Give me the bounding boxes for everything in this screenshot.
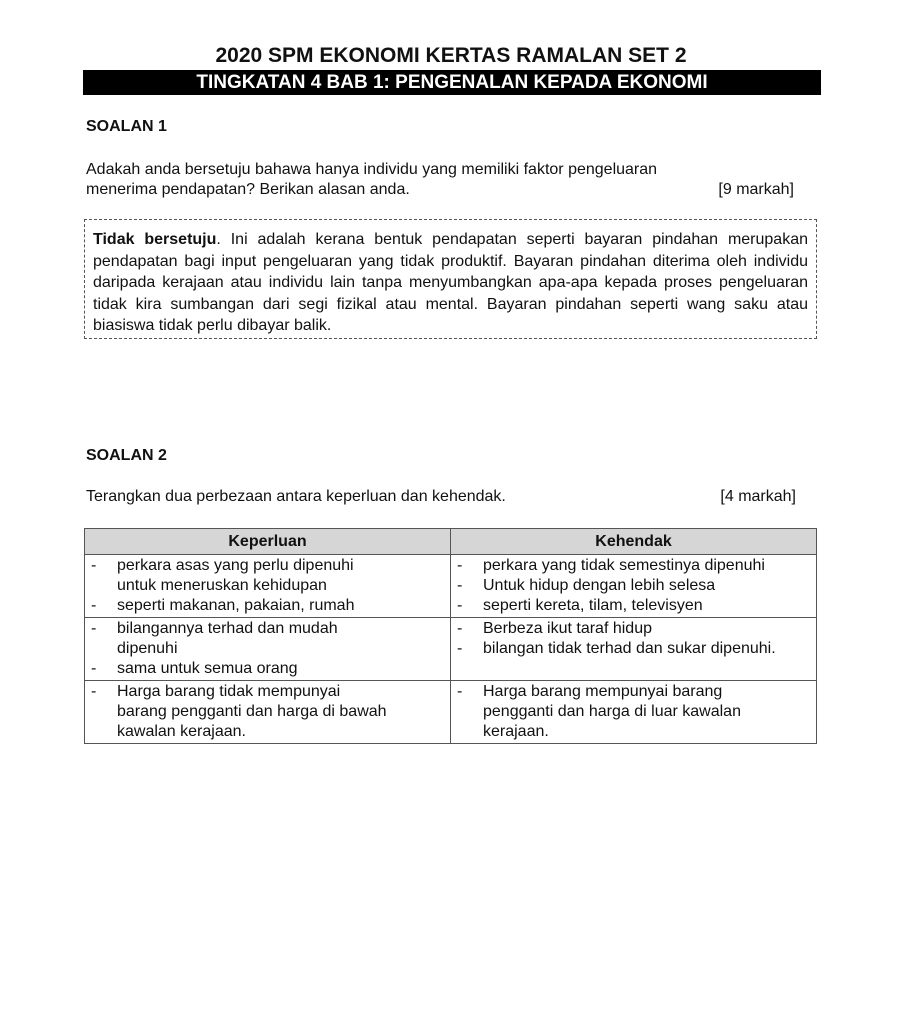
list-item xyxy=(91,596,446,616)
bullet-dash xyxy=(91,639,117,659)
table-row xyxy=(85,618,817,681)
soalan-1-question xyxy=(86,160,794,200)
answer-verdict: Tidak bersetuju xyxy=(93,231,217,248)
list-item xyxy=(91,659,446,679)
list-item-text: Harga barang tidak mempunyai xyxy=(117,683,341,700)
bullet-dash: - xyxy=(91,557,97,574)
bullet-dash xyxy=(457,702,483,722)
bullet-dash: - xyxy=(457,577,463,594)
bullet-dash: - xyxy=(91,620,97,637)
bullet-dash: - xyxy=(457,557,463,574)
list-item xyxy=(91,702,446,722)
cell-item-list xyxy=(457,619,812,659)
list-item xyxy=(457,702,812,722)
list-item-text: barang pengganti dan harga di bawah xyxy=(117,703,387,720)
kehendak-cell xyxy=(451,618,817,681)
soalan-1-question-line-1: Adakah anda bersetuju bahawa hanya individu yang memiliki faktor pengeluaran xyxy=(86,161,658,178)
list-item-text: untuk meneruskan kehidupan xyxy=(117,577,327,594)
list-item-text: kawalan kerajaan. xyxy=(117,723,246,740)
cell-item-list xyxy=(91,556,446,616)
list-item xyxy=(91,556,446,576)
list-item xyxy=(457,556,812,576)
keperluan-cell xyxy=(85,681,451,744)
keperluan-cell xyxy=(85,555,451,618)
list-item-text: seperti makanan, pakaian, rumah xyxy=(117,597,355,614)
cell-item-list xyxy=(91,682,446,742)
document-subtitle-banner: TINGKATAN 4 BAB 1: PENGENALAN KEPADA EKONOMI xyxy=(83,70,821,95)
bullet-dash xyxy=(91,576,117,596)
list-item-text: bilangannya terhad dan mudah xyxy=(117,620,338,637)
header-kehendak: Kehendak xyxy=(451,529,817,555)
soalan-1-answer-box xyxy=(84,219,817,339)
soalan-2-question xyxy=(86,487,796,507)
bullet-dash: - xyxy=(91,683,97,700)
list-item-text: sama untuk semua orang xyxy=(117,660,298,677)
list-item xyxy=(91,576,446,596)
list-item-text: Harga barang mempunyai barang xyxy=(483,683,723,700)
comparison-table xyxy=(84,528,817,744)
list-item xyxy=(457,682,812,702)
bullet-dash xyxy=(91,722,117,742)
bullet-dash: - xyxy=(457,640,463,657)
list-item-text: bilangan tidak terhad dan sukar dipenuhi. xyxy=(483,640,776,657)
bullet-dash: - xyxy=(91,597,97,614)
bullet-dash xyxy=(91,702,117,722)
header-keperluan: Keperluan xyxy=(85,529,451,555)
document-title: 2020 SPM EKONOMI KERTAS RAMALAN SET 2 xyxy=(215,44,687,67)
bullet-dash xyxy=(457,722,483,742)
list-item xyxy=(457,576,812,596)
list-item-text: pengganti dan harga di luar kawalan xyxy=(483,703,741,720)
list-item xyxy=(91,639,446,659)
list-item-text: dipenuhi xyxy=(117,640,178,657)
kehendak-cell xyxy=(451,555,817,618)
bullet-dash: - xyxy=(457,683,463,700)
list-item-text: perkara yang tidak semestinya dipenuhi xyxy=(483,557,765,574)
list-item xyxy=(457,639,812,659)
list-item xyxy=(457,619,812,639)
cell-item-list xyxy=(457,556,812,616)
soalan-2-marks: [4 markah] xyxy=(720,488,796,505)
table-row xyxy=(85,555,817,618)
list-item xyxy=(91,682,446,702)
soalan-2-question-text: Terangkan dua perbezaan antara keperluan dan kehendak. xyxy=(86,488,506,505)
table-body xyxy=(85,555,817,744)
soalan-1-heading: SOALAN 1 xyxy=(86,118,167,135)
soalan-1-marks: [9 markah] xyxy=(718,181,794,198)
table-row xyxy=(85,681,817,744)
list-item-text: kerajaan. xyxy=(483,723,549,740)
list-item-text: Berbeza ikut taraf hidup xyxy=(483,620,652,637)
table-header-row xyxy=(85,529,817,555)
list-item xyxy=(457,722,812,742)
keperluan-cell xyxy=(85,618,451,681)
bullet-dash: - xyxy=(457,597,463,614)
list-item xyxy=(457,596,812,616)
soalan-1-question-line-2: menerima pendapatan? Berikan alasan anda. xyxy=(86,181,410,198)
list-item-text: perkara asas yang perlu dipenuhi xyxy=(117,557,354,574)
cell-item-list xyxy=(91,619,446,679)
bullet-dash: - xyxy=(91,660,97,677)
list-item xyxy=(91,619,446,639)
bullet-dash: - xyxy=(457,620,463,637)
answer-explanation: . Ini adalah kerana bentuk pendapatan seperti bayaran pindahan merupakan pendapatan bagi input pengeluaran yang tidak produktif. Bayaran pindahan diterima oleh individu daripada kerajaan atau individu lain tanpa menyumbangkan apa-apa kepada proses pengeluaran tidak kira sumbangan dari segi fizikal atau mental. Bayaran pindahan seperti wang saku atau biasiswa tidak perlu dibayar balik. xyxy=(93,231,808,335)
kehendak-cell xyxy=(451,681,817,744)
soalan-2-heading: SOALAN 2 xyxy=(86,447,167,464)
list-item-text: seperti kereta, tilam, televisyen xyxy=(483,597,703,614)
list-item xyxy=(91,722,446,742)
cell-item-list xyxy=(457,682,812,742)
list-item-text: Untuk hidup dengan lebih selesa xyxy=(483,577,716,594)
